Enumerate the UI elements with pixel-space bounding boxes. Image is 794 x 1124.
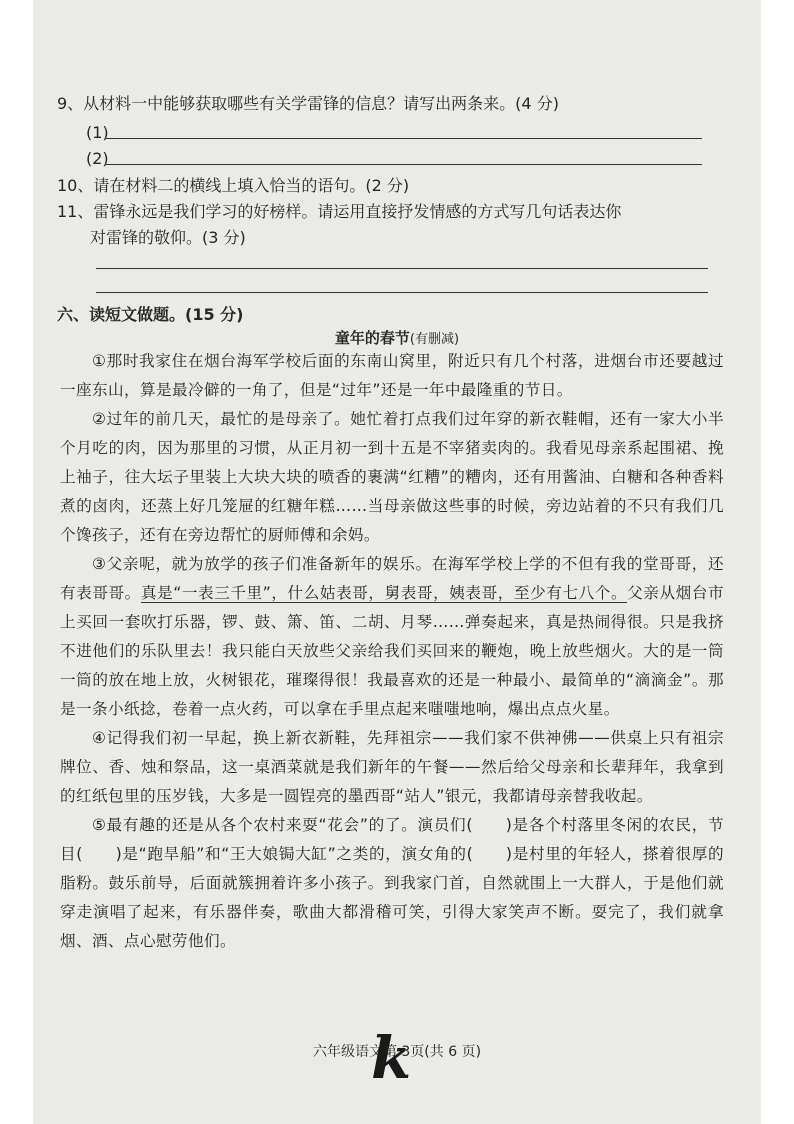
question-10: 10、请在材料二的横线上填入恰当的语句。(2 分)	[57, 176, 410, 195]
question-11-cont: 对雷锋的敬仰。(3 分)	[90, 228, 246, 247]
answer-line-1[interactable]	[106, 138, 702, 139]
paragraph-3: ③父亲呢，就为放学的孩子们准备新年的娱乐。在海军学校上学的不但有我的堂哥哥，还有表哥哥。真是“一表三千里”，什么姑表哥，舅表哥，姨表哥，至少有七八个。父亲从烟台市上买回一套吹打乐器，锣、鼓、箫、笛、二胡、月琴……弹奏起来，真是热闹得很。只是我挤不进他们的乐队里去！我只能白天放些父亲给我们买回来的鞭炮，晚上放些烟火。大的是一筒一筒的放在地上放，火树银花，璀璨得很！我最喜欢的还是一种最小、最简单的“滴滴金”。那是一条小纸捻，卷着一点火药，可以拿在手里点起来嗤嗤地响，爆出点点火星。	[60, 555, 724, 718]
question-11: 11、雷锋永远是我们学习的好榜样。请运用直接抒发情感的方式写几句话表达你	[57, 202, 622, 221]
page-footer: 六年级语文第 3页(共 6 页)	[312, 1044, 482, 1060]
paragraph-5: ⑤最有趣的还是从各个农村来耍“花会”的了。演员们( )是各个村落里冬闲的农民，节目( )是“跑旱船”和“王大娘锔大缸”之类的，演女角的( )是村里的年轻人，搽着很厚的脂粉。鼓乐前导，后面就簇拥着许多小孩子。到我家门首，自然就围上一大群人，于是他们就穿走演唱了起来，有乐器伴奏，歌曲大都滑稽可笑，引得大家笑声不断。耍完了，我们就拿烟、酒、点心慰劳他们。	[60, 816, 724, 950]
answer-line-1-label: (1)	[86, 123, 109, 142]
answer-line-2[interactable]	[106, 164, 702, 165]
passage-body	[60, 347, 724, 956]
passage-title: 童年的春节(有删减)	[334, 329, 460, 347]
paragraph-1: ①那时我家住在烟台海军学校后面的东南山窝里，附近只有几个村落，进烟台市还要越过一座东山，算是最冷僻的一角了，但是“过年”还是一年中最隆重的节日。	[60, 352, 724, 399]
k-watermark-icon	[367, 1024, 411, 1084]
question-9: 9、从材料一中能够获取哪些有关学雷锋的信息？请写出两条来。(4 分)	[57, 94, 559, 113]
paragraph-2: ②过年的前几天，最忙的是母亲了。她忙着打点我们过年穿的新衣鞋帽，还有一家大小半个月吃的肉，因为那里的习惯，从正月初一到十五是不宰猪卖肉的。我看见母亲系起围裙、挽上袖子，往大坛子里装上大块大块的喷香的裹满“红糟”的糟肉，还有用酱油、白糖和各种香料煮的卤肉，还蒸上好几笼屉的红糖年糕……当母亲做这些事的时候，旁边站着的不只有我们几个馋孩子，还有在旁边帮忙的厨师傅和余妈。	[60, 410, 724, 544]
section-heading: 六、读短文做题。(15 分)	[57, 305, 244, 324]
watermark-letter: k	[371, 1024, 411, 1084]
answer-line-3[interactable]	[96, 268, 708, 269]
paragraph-4: ④记得我们初一早起，换上新衣新鞋，先拜祖宗——我们家不供神佛——供桌上只有祖宗牌位、香、烛和祭品，这一桌酒菜就是我们新年的午餐——然后给父母亲和长辈拜年，我拿到的红纸包里的压岁钱，大多是一圆锃亮的墨西哥“站人”银元，我都请母亲替我收起。	[60, 729, 724, 805]
underlined-sentence: 真是“一表三千里”，什么姑表哥，舅表哥，姨表哥，至少有七八个。	[140, 584, 628, 602]
answer-line-4[interactable]	[96, 292, 708, 293]
answer-line-2-label: (2)	[86, 149, 109, 168]
